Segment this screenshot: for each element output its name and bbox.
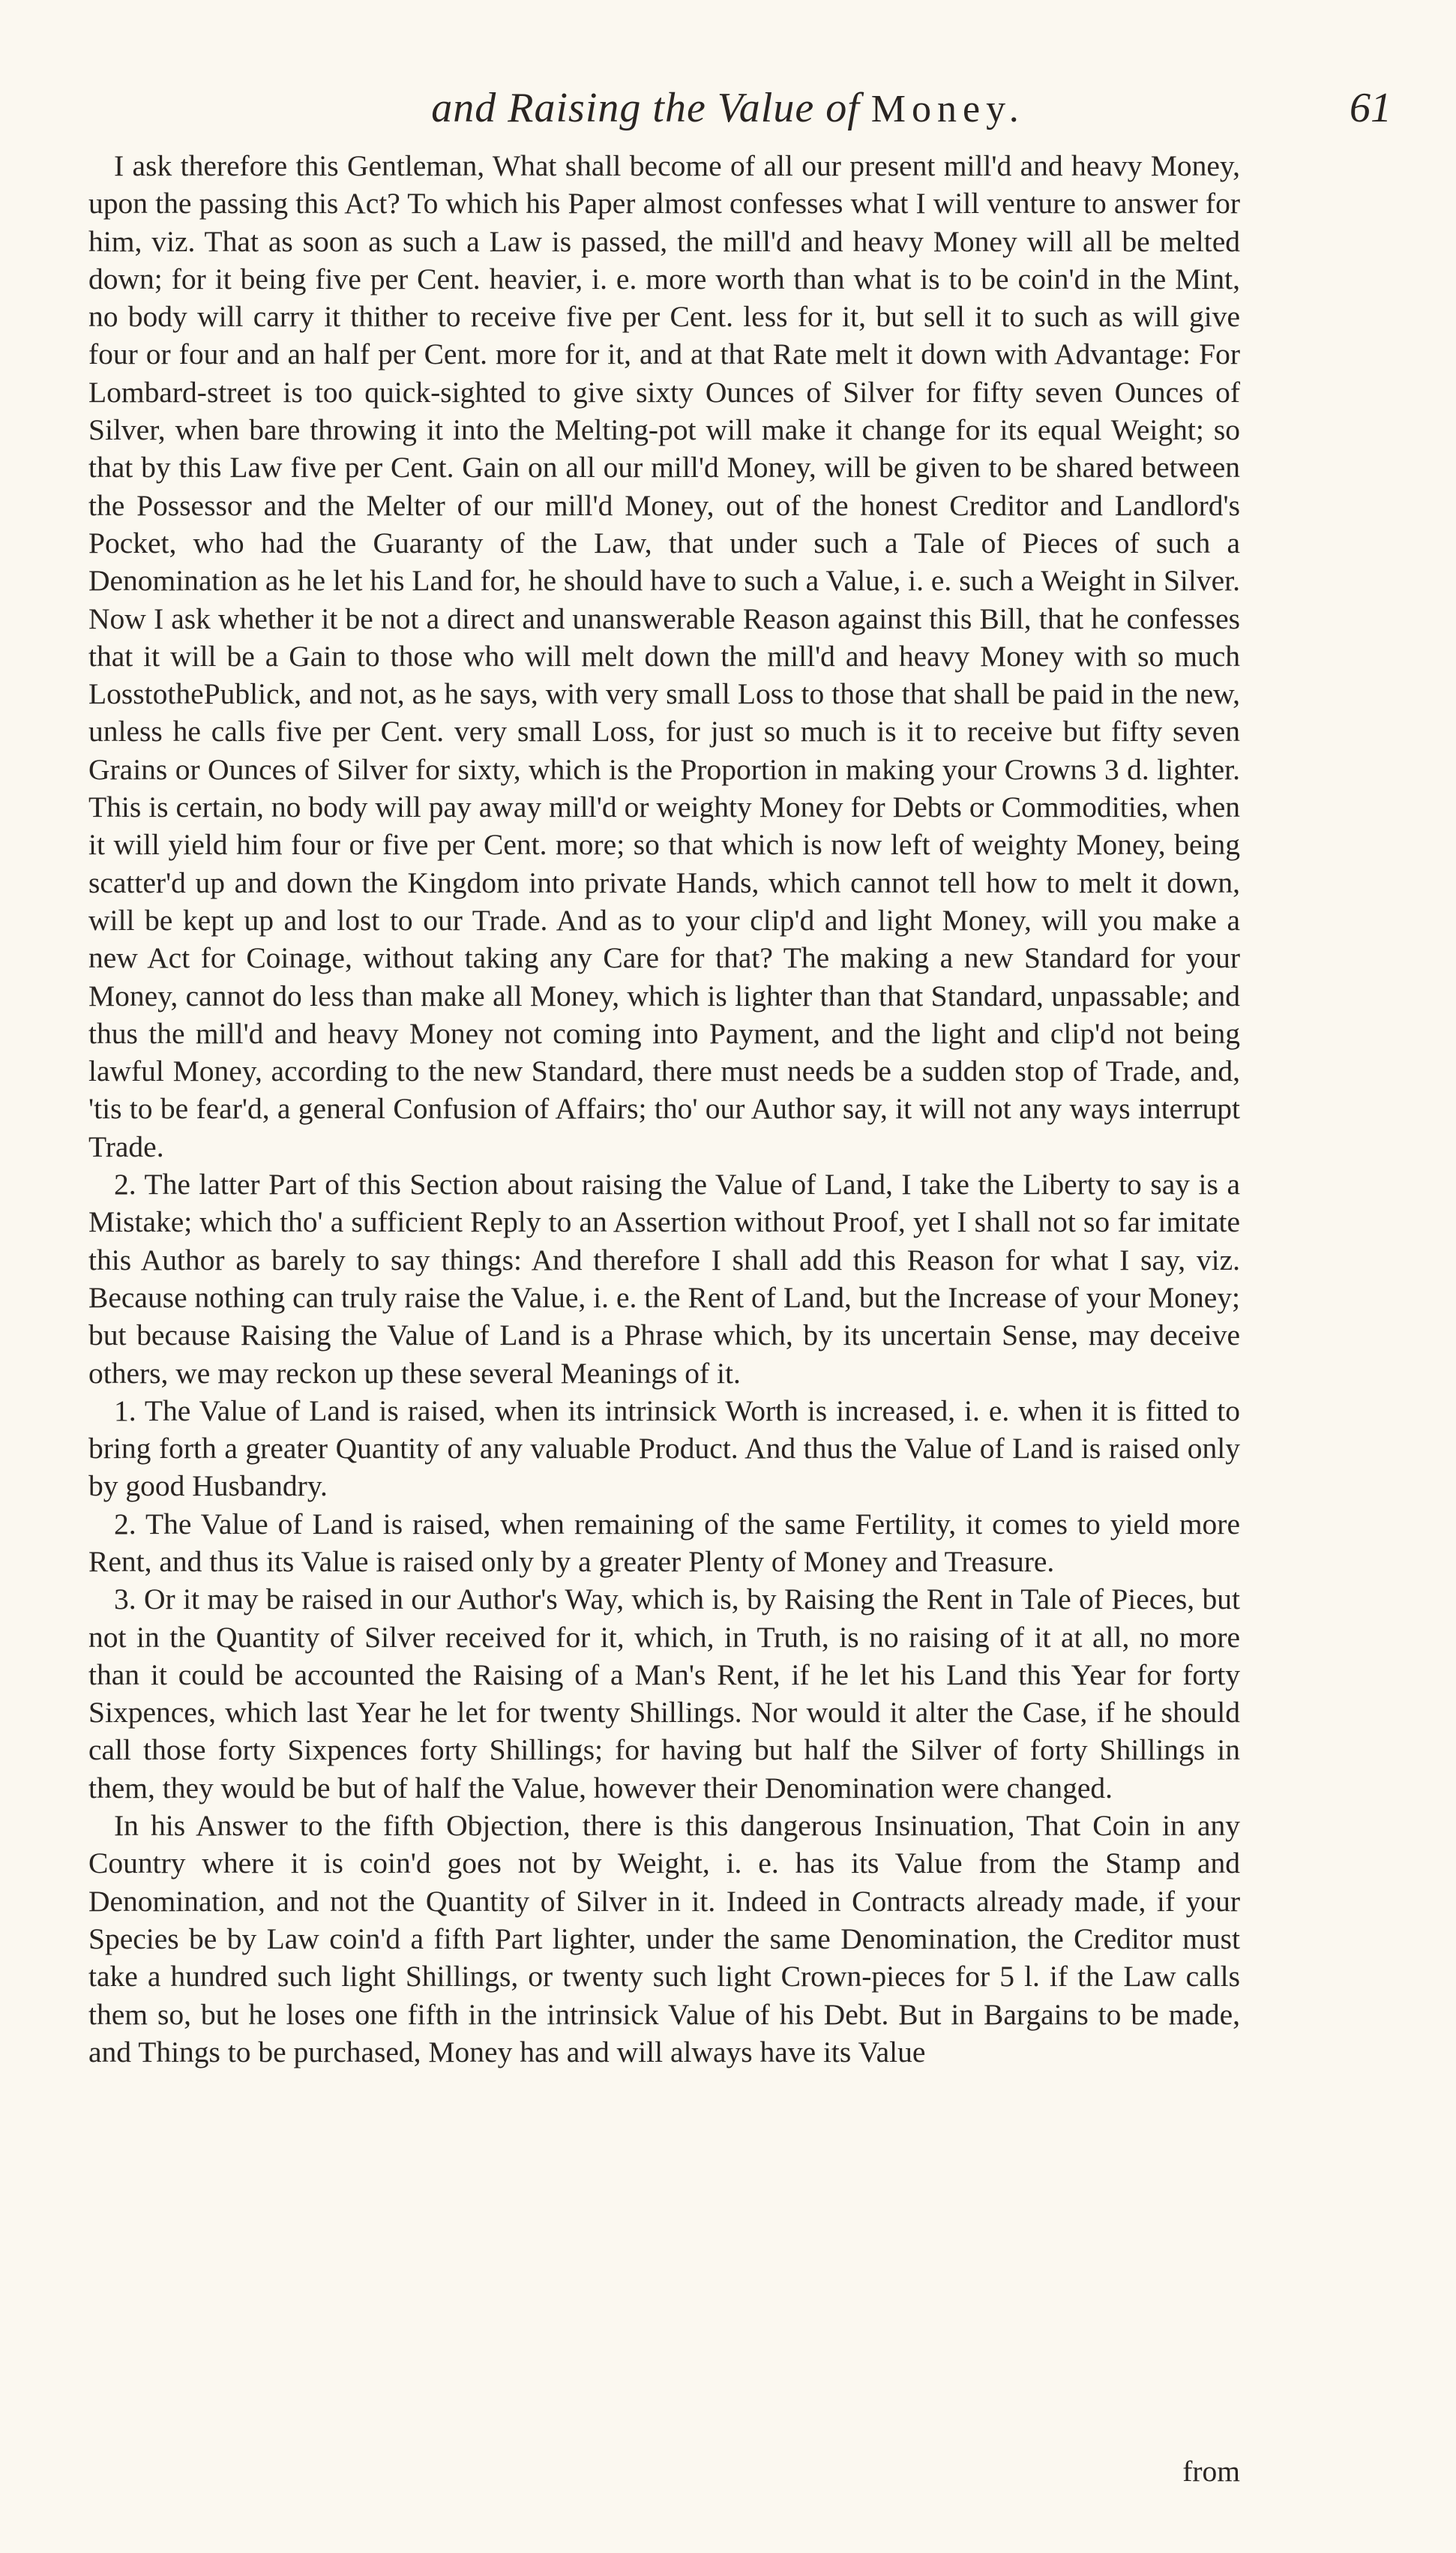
paragraph-4: 2. The Value of Land is raised, when remaining of the same Fertility, it comes to yield more Rent, and thus its Value is raised only by a greater Plenty of Money and Treasure. <box>88 1507 1240 1578</box>
text-body <box>88 147 1240 2071</box>
running-title-italic: and Raising the Value of <box>431 85 860 131</box>
page-number: 61 <box>1350 85 1392 131</box>
running-title-caps: Money. <box>870 88 1025 130</box>
paragraph-5: 3. Or it may be raised in our Author's Way, which is, by Raising the Rent in Tale of Pieces, but not in the Quantity of Silver received for it, which, in Truth, is no raising of it at all, no more than it could be accounted the Raising of a Man's Rent, if he let his Land this Year for forty Sixpences, which last Year he let for twenty Shillings. Nor would it alter the Case, if he should call those forty Sixpences forty Shillings; for having but half the Silver of forty Shillings in them, they would be but of half the Value, however their Denomination were changed. <box>88 1582 1240 1804</box>
paragraph-2: 2. The latter Part of this Section about raising the Value of Land, I take the Liberty to say is a Mistake; which tho' a sufficient Reply to an Assertion without Proof, yet I shall not so far imitate this Author as barely to say things: And therefore I shall add this Reason for what I say, viz. Because nothing can truly raise the Value, i. e. the Rent of Land, but the Increase of your Money; but because Raising the Value of Land is a Phrase which, by its uncertain Sense, may deceive others, we may reckon up these several Meanings of it. <box>88 1168 1240 1390</box>
paragraph-3: 1. The Value of Land is raised, when its intrinsick Worth is increased, i. e. when it is fitted to bring forth a greater Quantity of any valuable Product. And thus the Value of Land is raised only by good Husbandry. <box>88 1394 1240 1503</box>
paragraph-1: I ask therefore this Gentleman, What shall become of all our present mill'd and heavy Money, upon the passing this Act? To which his Paper almost confesses what I will venture to answer for him, viz. That as soon as such a Law is passed, the mill'd and heavy Money will all be melted down; for it being five per Cent. heavier, i. e. more worth than what is to be coin'd in the Mint, no body will carry it thither to receive five per Cent. less for it, but sell it to such as will give four or four and an half per Cent. more for it, and at that Rate melt it down with Advantage: For Lombard-street is too quick-sighted to give sixty Ounces of Silver for fifty seven Ounces of Silver, when bare throwing it into the Melting-pot will make it change for its equal Weight; so that by this Law five per Cent. Gain on all our mill'd Money, will be given to be shared between the Possessor and the Melter of our mill'd Money, out of the honest Creditor and Landlord's Pocket, who had the Guaranty of the Law, that under such a Tale of Pieces of such a Denomination as he let his Land for, he should have to such a Value, i. e. such a Weight in Silver. Now I ask whether it be not a direct and unanswerable Reason against this Bill, that he confesses that it will be a Gain to those who will melt down the mill'd and heavy Money with so much LosstothePublick, and not, as he says, with very small Loss to those that shall be paid in the new, unless he calls five per Cent. very small Loss, for just so much is it to receive but fifty seven Grains or Ounces of Silver for sixty, which is the Proportion in making your Crowns 3 d. lighter. This is certain, no body will pay away mill'd or weighty Money for Debts or Commodities, when it will yield him four or five per Cent. more; so that which is now left of weighty Money, being scatter'd up and down the Kingdom into private Hands, which cannot tell how to melt it down, will be kept up and lost to our Trade. And as to your clip'd and light Money, will you make a new Act for Coinage, without taking any Care for that? The making a new Standard for your Money, cannot do less than make all Money, which is lighter than that Standard, unpassable; and thus the mill'd and heavy Money not coming into Payment, and the light and clip'd not being lawful Money, according to the new Standard, there must needs be a sudden stop of Trade, and, 'tis to be fear'd, a general Confusion of Affairs; tho' our Author say, it will not any ways interrupt Trade. <box>88 149 1240 1163</box>
paragraph-6: In his Answer to the fifth Objection, there is this dangerous Insinuation, That Coin in any Country where it is coin'd goes not by Weight, i. e. has its Value from the Stamp and Denomination, and not the Quantity of Silver in it. Indeed in Contracts already made, if your Species be by Law coin'd a fifth Part lighter, under the same Denomination, the Creditor must take a hundred such light Shillings, or twenty such light Crown-pieces for 5 l. if the Law calls them so, but he loses one fifth in the intrinsick Value of his Debt. But in Bargains to be made, and Things to be purchased, Money has and will always have its Value <box>88 1809 1240 2068</box>
running-title <box>0 84 1456 132</box>
catchword: from <box>1182 2455 1240 2488</box>
running-header <box>0 84 1456 144</box>
